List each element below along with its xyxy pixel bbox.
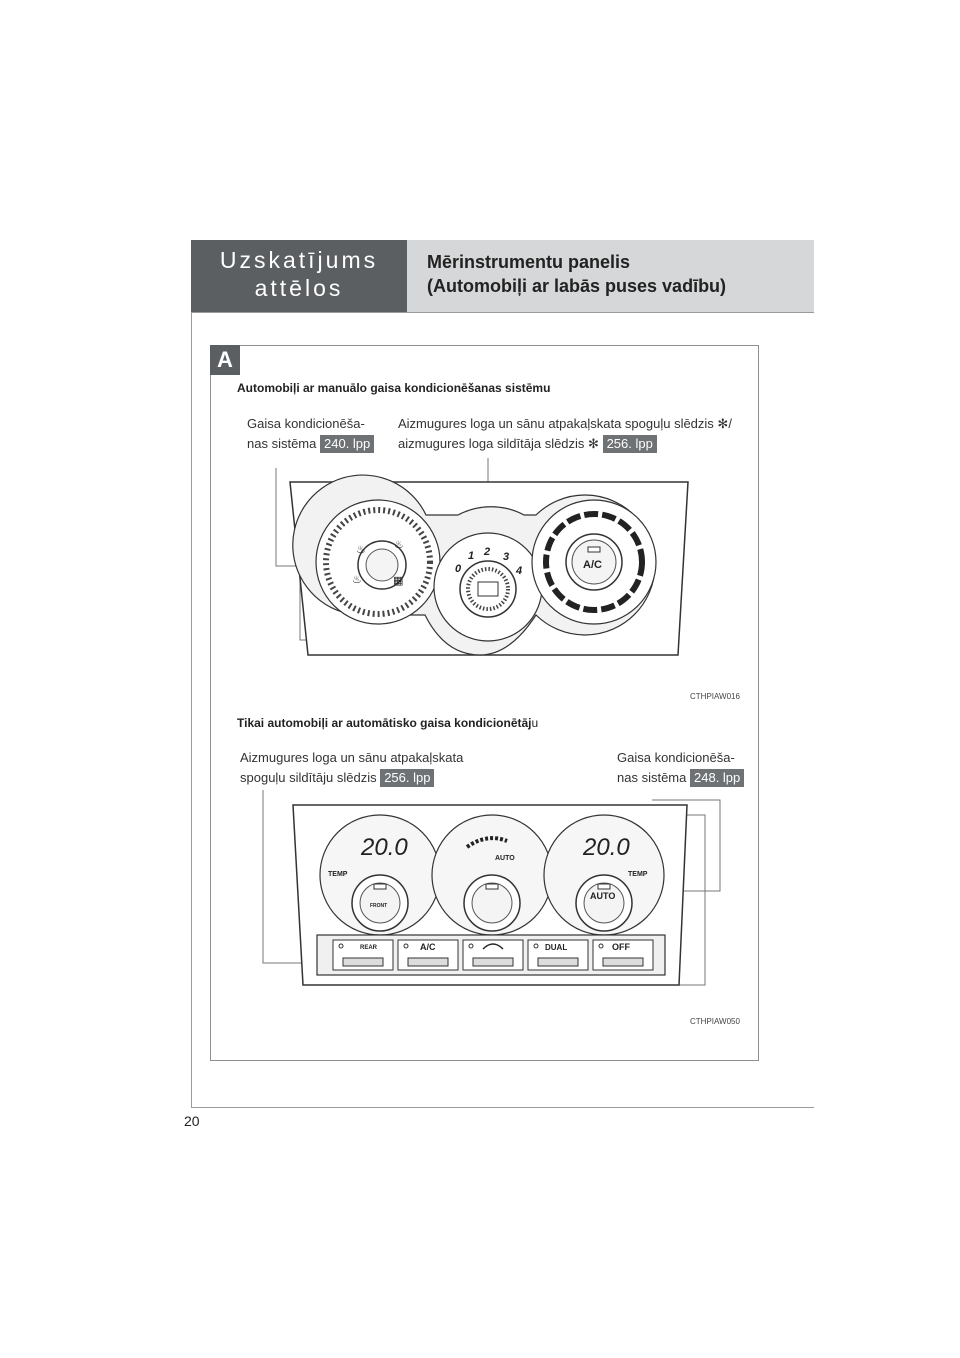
manual-ac-label-line2 <box>247 434 387 454</box>
button-off-label: OFF <box>612 942 630 952</box>
fan-speed-2: 2 <box>484 546 491 558</box>
fan-speed-3: 3 <box>503 551 510 563</box>
header-bottom-rule <box>191 312 814 313</box>
button-recirculation <box>463 940 523 970</box>
right-temp-label: TEMP <box>628 871 648 878</box>
fan-speed-1: 1 <box>468 550 475 562</box>
svg-text:♨: ♨ <box>394 539 404 551</box>
button-rear-label: REAR <box>360 945 378 951</box>
manual-defog-text1: Aizmugures loga un sānu atpakaļskata spoguļu slēdzis <box>398 416 718 431</box>
auto-caption <box>237 716 538 730</box>
auto-ac-label-line1: Gaisa kondicionēša- <box>617 750 735 765</box>
right-temp-display: 20.0 <box>583 834 630 861</box>
left-temp-display: 20.0 <box>361 834 408 861</box>
center-mode-dial <box>432 815 552 935</box>
page-title <box>407 240 814 312</box>
page-number: 20 <box>184 1113 200 1129</box>
svg-text:▦: ▦ <box>393 575 404 587</box>
page-ref-tag[interactable]: 256. lpp <box>603 435 657 453</box>
page-ref-tag[interactable]: 256. lpp <box>380 769 434 787</box>
manual-ac-label-line1: Gaisa kondicionēša- <box>247 416 365 431</box>
section-tab <box>191 240 407 312</box>
auto-ac-panel-illustration <box>255 785 730 995</box>
page-ref-tag[interactable]: 248. lpp <box>690 769 744 787</box>
fan-speed-4: 4 <box>516 565 523 577</box>
manual-ac-panel-illustration <box>260 455 700 665</box>
section-tab-line1: Uzskatījums <box>219 247 379 273</box>
button-ac-label: A/C <box>420 942 436 952</box>
svg-text:♨: ♨ <box>352 574 362 586</box>
asterisk-mark: ✻/ <box>717 416 732 431</box>
page-title-line2: (Automobiļi ar labās puses vadību) <box>427 276 727 296</box>
front-label: FRONT <box>370 903 388 909</box>
manual-ac-label-text: nas sistēma <box>247 436 317 451</box>
svg-text:♨: ♨ <box>356 544 366 556</box>
button-dual-label: DUAL <box>545 943 568 952</box>
manual-ac-label <box>247 414 387 454</box>
section-badge: A <box>210 345 240 375</box>
auto-mode-display: AUTO <box>495 855 515 862</box>
manual-figure-code: CTHPIAW016 <box>690 692 740 701</box>
auto-defog-text: spoguļu sildītāju slēdzis <box>240 770 377 785</box>
manual-defog-text2: aizmugures loga sildītāja slēdzis <box>398 436 589 451</box>
manual-defog-label-line2 <box>398 434 738 454</box>
left-margin-rule <box>191 312 192 1108</box>
auto-defog-label-line1: Aizmugures loga un sānu atpakaļskata <box>240 750 464 765</box>
auto-figure-code: CTHPIAW050 <box>690 1017 740 1026</box>
footer-rule <box>191 1107 814 1108</box>
manual-defog-label-line1 <box>398 414 738 434</box>
auto-ac-label-text: nas sistēma <box>617 770 687 785</box>
auto-defog-label <box>240 748 500 788</box>
page-title-line1: Mērinstrumentu panelis <box>427 252 631 272</box>
section-tab-line2: attēlos <box>254 275 344 301</box>
ac-label: A/C <box>583 559 602 571</box>
manual-defog-label <box>398 414 738 454</box>
auto-button-label: AUTO <box>590 891 616 901</box>
asterisk-mark: ✻ <box>588 436 599 451</box>
auto-caption-tail: u <box>531 716 539 730</box>
auto-caption-main: Tikai automobiļi ar automātisko gaisa kondicionētāj <box>237 716 532 730</box>
fan-speed-0: 0 <box>455 563 462 575</box>
manual-caption: Automobiļi ar manuālo gaisa kondicionēšanas sistēmu <box>237 381 551 395</box>
auto-ac-label <box>617 748 757 788</box>
page-ref-tag[interactable]: 240. lpp <box>320 435 374 453</box>
left-temp-label: TEMP <box>328 871 348 878</box>
